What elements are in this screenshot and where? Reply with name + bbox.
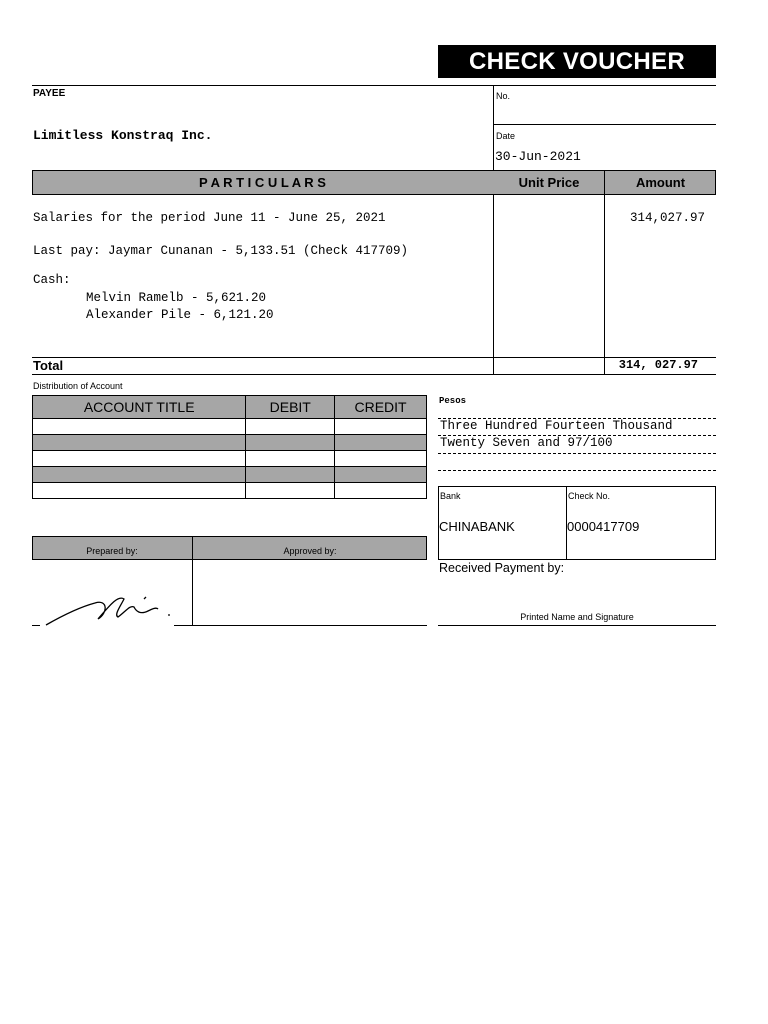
date-label: Date xyxy=(496,131,516,141)
total-value: 314, 027.97 xyxy=(618,358,698,372)
particulars-line: Last pay: Jaymar Cunanan - 5,133.51 (Check 417709) xyxy=(33,244,409,258)
bank-value: CHINABANK xyxy=(439,519,515,534)
amount-column-divider xyxy=(604,170,605,375)
check-no-value: 0000417709 xyxy=(567,519,640,534)
particulars-line: Salaries for the period June 11 - June 25, 2021 xyxy=(33,211,386,225)
distribution-table xyxy=(32,395,427,499)
approved-by-label: Approved by: xyxy=(283,546,337,556)
voucher-title: CHECK VOUCHER xyxy=(438,45,716,78)
check-no-label: Check No. xyxy=(568,491,611,501)
right-column-divider xyxy=(493,85,494,375)
distribution-row xyxy=(33,483,427,499)
total-label: Total xyxy=(33,358,64,373)
no-date-divider xyxy=(493,124,716,125)
credit-heading: CREDIT xyxy=(335,396,427,419)
prepared-by-rule xyxy=(32,625,40,626)
bank-label: Bank xyxy=(440,491,461,501)
pesos-label: Pesos xyxy=(439,396,467,406)
no-label: No. xyxy=(496,91,511,101)
particulars-line: Melvin Ramelb - 5,621.20 xyxy=(86,291,267,305)
received-signature-rule xyxy=(438,625,716,626)
distribution-label: Distribution of Account xyxy=(33,381,123,391)
particulars-heading: P A R T I C U L A R S xyxy=(199,175,326,190)
header-top-rule xyxy=(32,85,716,86)
particulars-line: Alexander Pile - 6,121.20 xyxy=(86,308,274,322)
pesos-rule xyxy=(438,470,716,471)
account-title-heading: ACCOUNT TITLE xyxy=(33,396,246,419)
payee-name: Limitless Konstraq Inc. xyxy=(33,128,213,143)
printed-name-label: Printed Name and Signature xyxy=(520,612,634,622)
prepared-by-label: Prepared by: xyxy=(86,546,138,556)
date-value: 30-Jun-2021 xyxy=(495,149,581,164)
amount-value: 314,027.97 xyxy=(629,211,705,225)
distribution-row xyxy=(33,435,427,451)
approved-by-rule xyxy=(174,625,427,626)
amount-heading: Amount xyxy=(635,175,686,190)
pesos-rule xyxy=(438,453,716,454)
debit-heading: DEBIT xyxy=(246,396,335,419)
distribution-row xyxy=(33,467,427,483)
handwritten-signature xyxy=(40,585,190,630)
unit-price-heading: Unit Price xyxy=(518,175,580,190)
distribution-row xyxy=(33,419,427,435)
pesos-line: Three Hundred Fourteen Thousand xyxy=(440,419,673,433)
total-bottom-rule xyxy=(32,374,716,375)
payee-label: PAYEE xyxy=(33,88,66,99)
distribution-row xyxy=(33,451,427,467)
particulars-line: Cash: xyxy=(33,273,71,287)
received-payment-label: Received Payment by: xyxy=(439,561,565,575)
distribution-header-row xyxy=(33,396,427,419)
pesos-line: Twenty Seven and 97/100 xyxy=(440,436,613,450)
